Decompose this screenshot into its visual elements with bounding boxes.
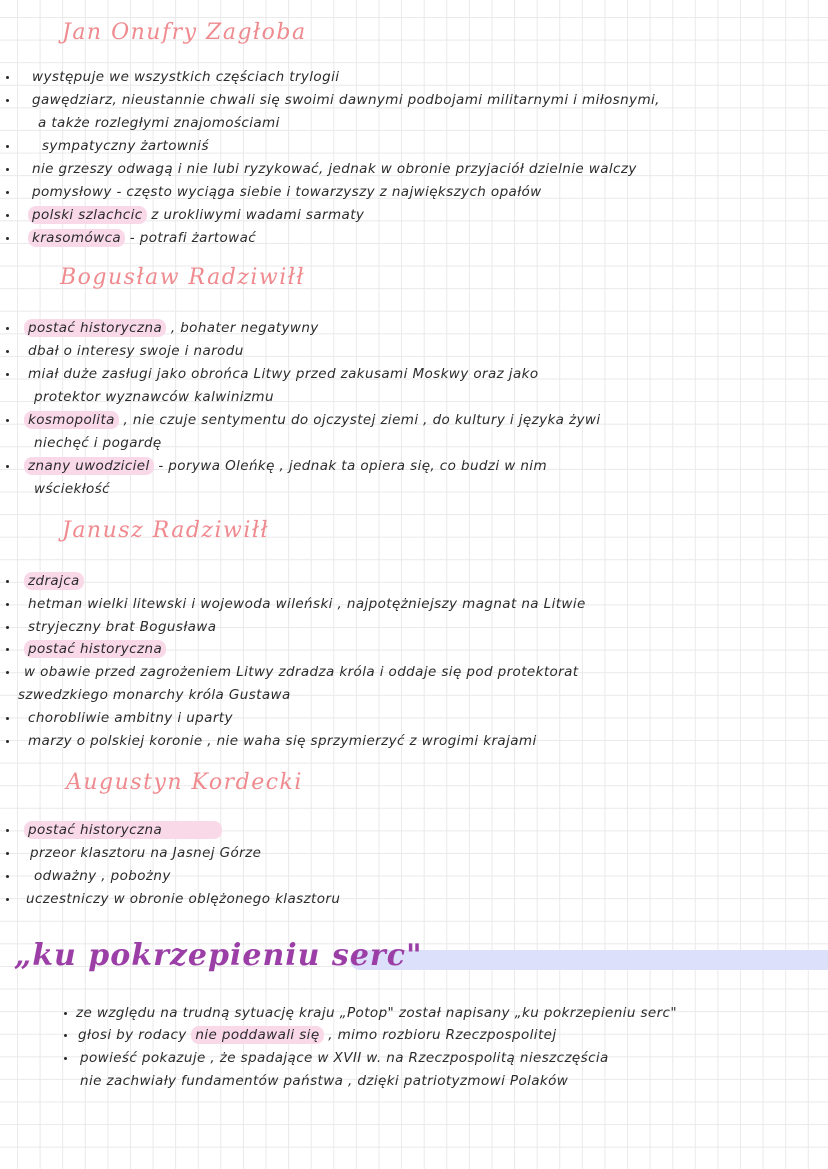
bullet-icon — [6, 671, 9, 674]
bullet-icon — [6, 191, 9, 194]
bullet-icon — [6, 852, 9, 855]
list-item-continuation: a także rozległymi znajomościami — [38, 115, 280, 131]
list-item-text: - porywa Oleńkę , jednak ta opiera się, co budzi w nim — [153, 458, 547, 474]
list-item-text: , nie czuje sentymentu do ojczystej ziemi , do kultury i języka żywi — [118, 412, 601, 428]
list-item-continuation: wściekłość — [34, 481, 110, 497]
list-item-text: , mimo rozbioru Rzeczpospolitej — [323, 1027, 557, 1043]
bullet-icon — [6, 350, 9, 353]
list-item — [78, 1026, 557, 1044]
bullet-icon — [6, 99, 9, 102]
list-item: chorobliwie ambitny i uparty — [28, 710, 233, 726]
list-item: dbał o interesy swoje i narodu — [28, 343, 244, 359]
list-item: miał duże zasługi jako obrońca Litwy przed zakusami Moskwy oraz jako — [28, 366, 539, 382]
highlight: nie poddawali się — [191, 1026, 323, 1044]
list-item: odważny , pobożny — [34, 868, 171, 884]
bullet-icon — [6, 898, 9, 901]
bullet-icon — [6, 740, 9, 743]
bullet-icon — [6, 648, 9, 651]
bullet-icon — [6, 875, 9, 878]
list-item-continuation: nie zachwiały fundamentów państwa , dzięki patriotyzmowi Polaków — [80, 1073, 569, 1089]
list-item: marzy o polskiej koronie , nie waha się sprzymierzyć z wrogimi krajami — [28, 733, 537, 749]
bullet-icon — [6, 419, 9, 422]
list-item: powieść pokazuje , że spadające w XVII w. na Rzeczpospolitą nieszczęścia — [80, 1050, 609, 1066]
heading-ku-pokrzepieniu-serc: „ku pokrzepieniu serc" — [14, 938, 423, 973]
bullet-icon — [6, 373, 9, 376]
list-item — [24, 457, 547, 475]
highlight: postać historyczna — [24, 821, 222, 839]
bullet-icon — [6, 603, 9, 606]
bullet-icon — [6, 237, 9, 240]
bullet-icon — [64, 1057, 67, 1060]
highlight: postać historyczna — [24, 640, 166, 658]
list-item — [28, 229, 256, 247]
bullet-icon — [6, 145, 9, 148]
bullet-icon — [64, 1012, 67, 1015]
list-item: nie grzeszy odwagą i nie lubi ryzykować, jednak w obronie przyjaciół dzielnie walczy — [32, 161, 637, 177]
list-item — [28, 206, 364, 224]
list-item-continuation: szwedzkiego monarchy króla Gustawa — [18, 687, 291, 703]
highlight: polski szlachcic — [28, 206, 147, 224]
bullet-icon — [6, 214, 9, 217]
bullet-icon — [6, 580, 9, 583]
heading-augustyn-kordecki: Augustyn Kordecki — [66, 770, 303, 795]
heading-janusz-radziwill: Janusz Radziwiłł — [62, 518, 270, 543]
highlight: znany uwodziciel — [24, 457, 154, 475]
list-item: w obawie przed zagrożeniem Litwy zdradza króla i oddaje się pod protektorat — [24, 664, 579, 680]
list-item-continuation: niechęć i pogardę — [34, 435, 162, 451]
list-item: przeor klasztoru na Jasnej Górze — [30, 845, 262, 861]
list-item: hetman wielki litewski i wojewoda wileński , najpotężniejszy magnat na Litwie — [28, 596, 586, 612]
bullet-icon — [6, 327, 9, 330]
list-item — [24, 572, 84, 590]
list-item: stryjeczny brat Bogusława — [28, 619, 217, 635]
bullet-icon — [6, 76, 9, 79]
list-item-text: z urokliwymi wadami sarmaty — [146, 207, 365, 223]
list-item: uczestniczy w obronie oblężonego klasztoru — [26, 891, 341, 907]
list-item: gawędziarz, nieustannie chwali się swoimi dawnymi podbojami militarnymi i miłosnymi, — [32, 92, 660, 108]
list-item — [24, 319, 319, 337]
list-item: sympatyczny żartowniś — [42, 138, 209, 154]
list-item — [24, 640, 166, 658]
bullet-icon — [6, 168, 9, 171]
list-item: ze względu na trudną sytuację kraju „Potop" został napisany „ku pokrzepieniu serc" — [76, 1005, 677, 1021]
list-item-continuation: protektor wyznawców kalwinizmu — [34, 389, 274, 405]
bullet-icon — [6, 465, 9, 468]
list-item: występuje we wszystkich częściach trylogii — [32, 69, 340, 85]
bullet-icon — [6, 717, 9, 720]
list-item — [24, 821, 222, 839]
bullet-icon — [6, 626, 9, 629]
list-item-text: , bohater negatywny — [166, 320, 319, 336]
heading-jan-onufry-zagloba: Jan Onufry Zagłoba — [62, 20, 307, 45]
heading-boguslaw-radziwill: Bogusław Radziwiłł — [60, 265, 306, 290]
highlight: krasomówca — [28, 229, 125, 247]
highlight: postać historyczna — [24, 319, 166, 337]
list-item-text: głosi by rodacy — [78, 1027, 192, 1043]
list-item-text: - potrafi żartować — [125, 230, 257, 246]
bullet-icon — [6, 829, 9, 832]
list-item — [24, 411, 601, 429]
list-item: pomysłowy - często wyciąga siebie i towarzyszy z największych opałów — [32, 184, 542, 200]
highlight: kosmopolita — [24, 411, 119, 429]
highlight: zdrajca — [24, 572, 84, 590]
bullet-icon — [64, 1034, 67, 1037]
